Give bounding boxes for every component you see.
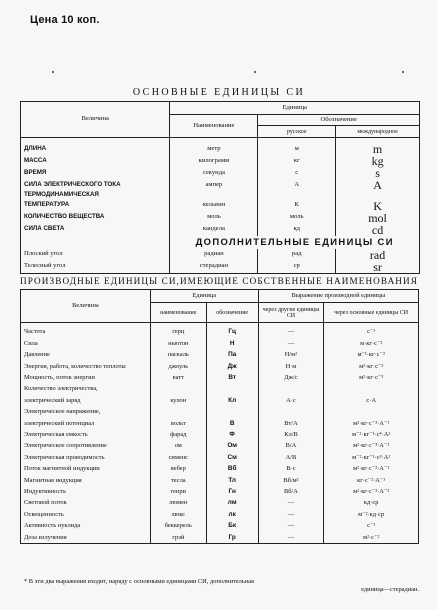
table-row: Электрическая проводимость сименс См А/В м⁻²·кг⁻¹·с³·А² xyxy=(21,452,419,463)
footnote-line: * В эти два выражения входит, наряду с основными единицами СИ, дополнительная xyxy=(24,578,254,585)
footnote-line: единица—стерадиан. xyxy=(361,586,419,593)
col-expression: Выражение производной единицы xyxy=(258,290,418,303)
col-international: международное xyxy=(336,126,420,138)
base-units-title: ОСНОВНЫЕ ЕДИНИЦЫ СИ xyxy=(132,87,306,98)
derived-units-table xyxy=(20,289,419,544)
col-via-other: через другие единицы СИ xyxy=(258,303,324,323)
derived-units-title: ПРОИЗВОДНЫЕ ЕДИНИЦЫ СИ,ИМЕЮЩИЕ СОБСТВЕННЫЕ НАИМЕНОВАНИЯ xyxy=(20,276,418,286)
col-russian: русское xyxy=(258,126,336,138)
col-unit: Единица xyxy=(170,102,420,115)
table-row: Электрическая емкость фарад Ф Кл/В м⁻²·кг⁻¹·с⁴·А² xyxy=(21,430,419,441)
table-row: Освещенность люкс лк — м⁻²·кд·ср xyxy=(21,509,419,520)
table-row: Магнитная индукция тесла Тл Вб/м² кг·с⁻²·А⁻¹ xyxy=(21,475,419,486)
table-row: электрический потенциал вольт В Вт/А м²·кг·с⁻³·А⁻¹ xyxy=(21,418,419,429)
table-row: ВРЕМЯ секунда с s xyxy=(21,167,420,179)
supplementary-units-title: ДОПОЛНИТЕЛЬНЫЕ ЕДИНИЦЫ СИ xyxy=(170,236,420,249)
table-row: Активность нуклида беккерель Бк — с⁻¹ xyxy=(21,521,419,532)
table-row: СИЛА ЭЛЕКТРИЧЕСКОГО ТОКА ампер А A xyxy=(21,179,420,191)
col-name: Наименование xyxy=(170,115,258,138)
table-row: Частота герц Гц — с⁻¹ xyxy=(21,323,419,339)
table-row: ТЕРМОДИНАМИЧЕСКАЯ xyxy=(21,191,420,200)
table-row: электрический заряд кулон Кл А·с с·А xyxy=(21,395,419,406)
table-row: Плоский угол радиан рад rad xyxy=(21,249,420,261)
table-row: Сила ньютон Н — м·кг·с⁻² xyxy=(21,338,419,349)
col-symbol: обозначение xyxy=(206,303,258,323)
table-row: Световой поток люмен лм — кд·ср xyxy=(21,498,419,509)
table-row: Электрическое сопротивление ом Ом В/А м²·кг·с⁻³·А⁻² xyxy=(21,441,419,452)
col-unit: Единица xyxy=(150,290,258,303)
table-row: Телесный угол стерадиан ср sr xyxy=(21,261,420,274)
col-designation: Обозначение xyxy=(258,115,420,126)
col-quantity: Величина xyxy=(21,290,151,323)
table-row: Поток магнитной индукции вебер Вб В·с м²·кг·с⁻²·А⁻¹ xyxy=(21,464,419,475)
col-via-base: через основные единицы СИ xyxy=(324,303,419,323)
col-name: наименование xyxy=(150,303,206,323)
price-label: Цена 10 коп. xyxy=(30,14,100,26)
table-row: Электрическое напряжение, xyxy=(21,407,419,418)
table-row: Давление паскаль Па Н/м² м⁻¹·кг·с⁻² xyxy=(21,350,419,361)
table-row: МАССА килограмм кг kg xyxy=(21,155,420,167)
table-row: Мощность, поток энергии ватт Вт Дж/с м²·кг·с⁻³ xyxy=(21,373,419,384)
table-row: СИЛА СВЕТА кандела кд cd xyxy=(21,224,420,236)
table-row: Количество электричества, xyxy=(21,384,419,395)
table-row: КОЛИЧЕСТВО ВЕЩЕСТВА моль моль mol xyxy=(21,212,420,224)
table-row: Доза излучения грэй Гр — м²·с⁻² xyxy=(21,532,419,544)
table-row: Энергия, работа, количество теплоты джоуль Дж Н·м м²·кг·с⁻² xyxy=(21,361,419,372)
base-units-table xyxy=(20,101,420,274)
table-row: ДЛИНА метр м m xyxy=(21,143,420,155)
table-row: Индуктивность генри Гн Вб/А м²·кг·с⁻²·А⁻² xyxy=(21,486,419,497)
col-quantity: Величина xyxy=(21,102,170,138)
footnote xyxy=(24,578,419,594)
table-row: ТЕМПЕРАТУРА кельвин К K xyxy=(21,200,420,212)
